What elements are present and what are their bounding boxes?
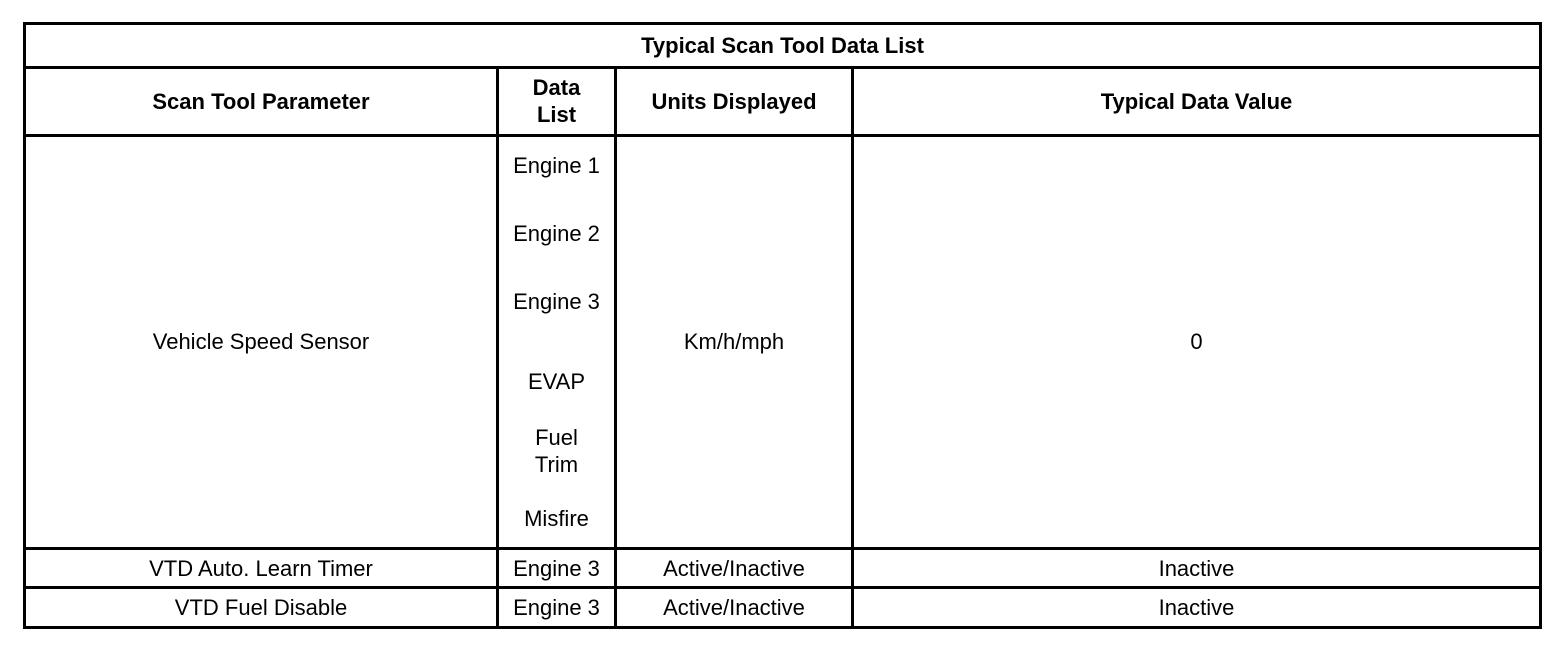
header-units: Units Displayed	[616, 67, 853, 135]
cell-data-list: Engine 3	[498, 548, 616, 588]
cell-units: Active/Inactive	[616, 588, 853, 628]
header-data-list: Data List	[498, 67, 616, 135]
cell-data-list	[498, 135, 616, 548]
data-list-item: Engine 3	[513, 288, 600, 314]
cell-data-list: Engine 3	[498, 588, 616, 628]
cell-typical: 0	[853, 135, 1541, 548]
table-row	[25, 135, 1541, 548]
cell-parameter: Vehicle Speed Sensor	[25, 135, 498, 548]
data-list-item: EVAP	[527, 368, 586, 394]
cell-units: Km/h/mph	[616, 135, 853, 548]
table-row	[25, 548, 1541, 588]
header-row	[25, 67, 1541, 135]
data-list-item: Fuel Trim	[534, 424, 579, 477]
cell-parameter: VTD Fuel Disable	[25, 588, 498, 628]
table-row	[25, 588, 1541, 628]
cell-parameter: VTD Auto. Learn Timer	[25, 548, 498, 588]
header-typical: Typical Data Value	[853, 67, 1541, 135]
cell-typical: Inactive	[853, 588, 1541, 628]
data-list-item: Engine 2	[513, 220, 600, 246]
data-list-item: Misfire	[524, 505, 589, 531]
cell-units: Active/Inactive	[616, 548, 853, 588]
table-title: Typical Scan Tool Data List	[25, 24, 1541, 68]
scan-tool-data-table	[23, 22, 1542, 629]
cell-typical: Inactive	[853, 548, 1541, 588]
data-list-item: Engine 1	[513, 152, 600, 178]
header-parameter: Scan Tool Parameter	[25, 67, 498, 135]
